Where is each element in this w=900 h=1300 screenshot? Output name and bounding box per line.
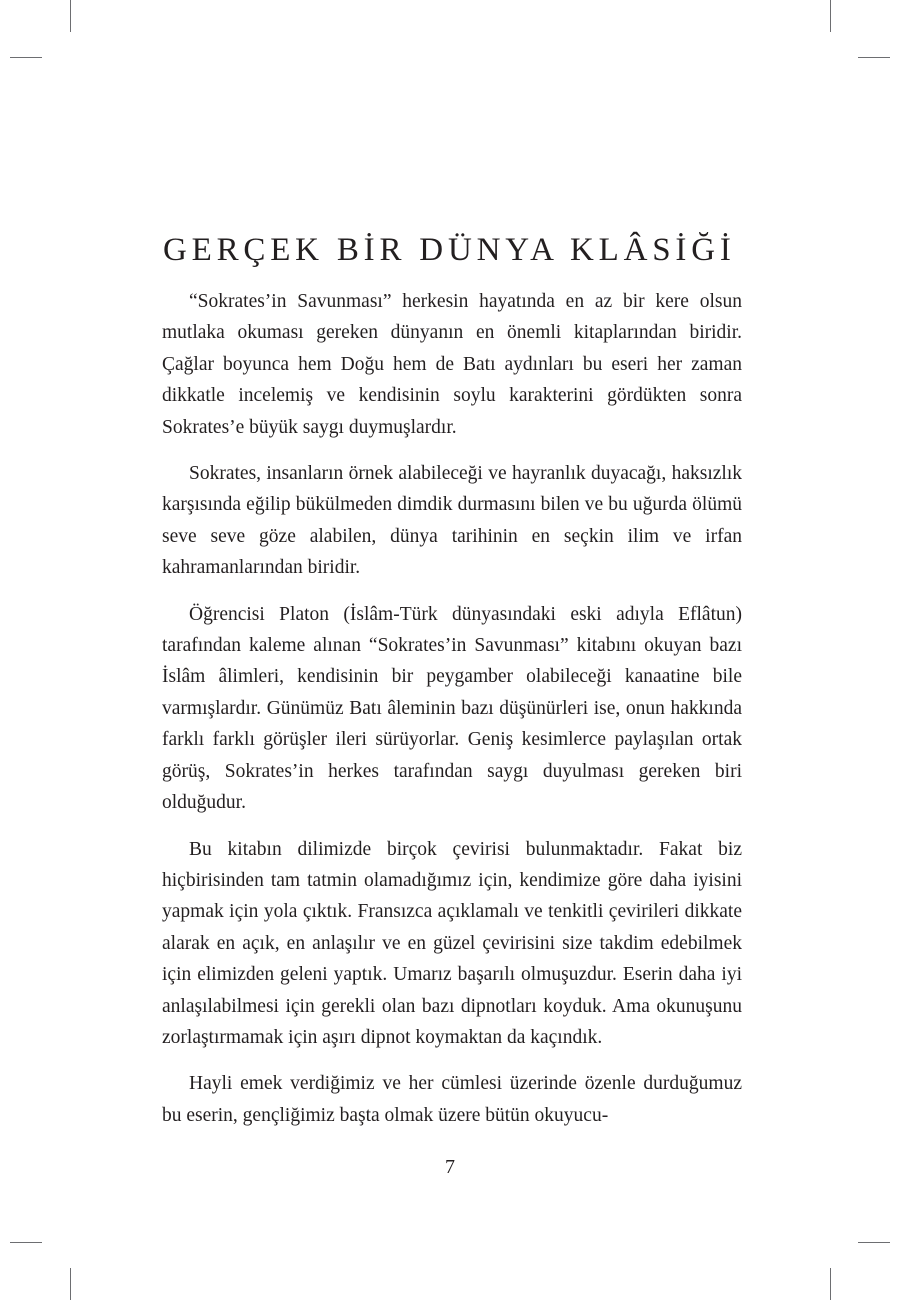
crop-mark-right-bottom bbox=[858, 1242, 890, 1243]
crop-mark-left-bottom bbox=[10, 1242, 42, 1243]
crop-mark-bottom-left bbox=[70, 1268, 71, 1300]
paragraph-4: Bu kitabın dilimizde birçok çevirisi bulunmaktadır. Fakat biz hiçbirisinden tam tatmin olamadığımız için, kendimize göre daha iyisini yapmak için yola çıktık. Fransızca açıklamalı ve tenkitli çevirileri dikkate alarak en açık, en anlaşılır ve en güzel çevirisini size takdim edebilmek için elimizden geleni yaptık. Umarız başarılı olmuşuzdur. Eserin daha iyi anlaşılabilmesi için gerekli olan bazı dipnotları koyduk. Ama okunuşunu zorlaştırmamak için aşırı dipnot koymaktan da kaçındık. bbox=[162, 838, 742, 1048]
crop-mark-right-top bbox=[858, 57, 890, 58]
paragraph-2: Sokrates, insanların örnek alabileceği ve hayranlık duyacağı, haksızlık karşısında eğilip bükülmeden dimdik durmasını bilen ve bu uğurda ölümü seve seve göze alabilen, dünya tarihinin en seçkin ilim ve irfan kahramanlarından biridir. bbox=[162, 463, 742, 579]
page-number: 7 bbox=[445, 1156, 455, 1178]
paragraph-1: “Sokrates’in Savunması” herkesin hayatında en az bir kere olsun mutlaka okuması gereken dünyanın en önemli kitaplarından biridir. Çağlar boyunca hem Doğu hem de Batı aydınları bu eseri her zaman dikkatle incelemiş ve kendisinin soylu karakterini gördükten sonra Sokrates’e büyük saygı duymuşlardır. bbox=[162, 291, 742, 438]
paragraph-3: Öğrencisi Platon (İslâm-Türk dünyasındaki eski adıyla Eflâtun) tarafından kaleme alınan “Sokrates’in Savunması” kitabını okuyan bazı İslâm âlimleri, kendisinin bir peygamber olabileceği kanaatine bile varmışlardır. Günümüz Batı âleminin bazı düşünürleri ise, onun hakkında farklı farklı görüşler ileri sürüyorlar. Geniş kesimlerce paylaşılan ortak görüş, Sokrates’in herkes tarafından saygı duyulması gereken biri olduğudur. bbox=[162, 603, 742, 814]
body-text bbox=[162, 286, 742, 1146]
crop-mark-top-left bbox=[70, 0, 71, 32]
chapter-heading: GERÇEK BİR DÜNYA KLÂSİĞİ bbox=[163, 232, 736, 268]
crop-mark-top-right bbox=[830, 0, 831, 32]
crop-mark-bottom-right bbox=[830, 1268, 831, 1300]
crop-mark-left-top bbox=[10, 57, 42, 58]
paragraph-5: Hayli emek verdiğimiz ve her cümlesi üzerinde özenle durduğumuz bu eserin, gençliğimiz başta olmak üzere bütün okuyucu- bbox=[162, 1073, 742, 1126]
